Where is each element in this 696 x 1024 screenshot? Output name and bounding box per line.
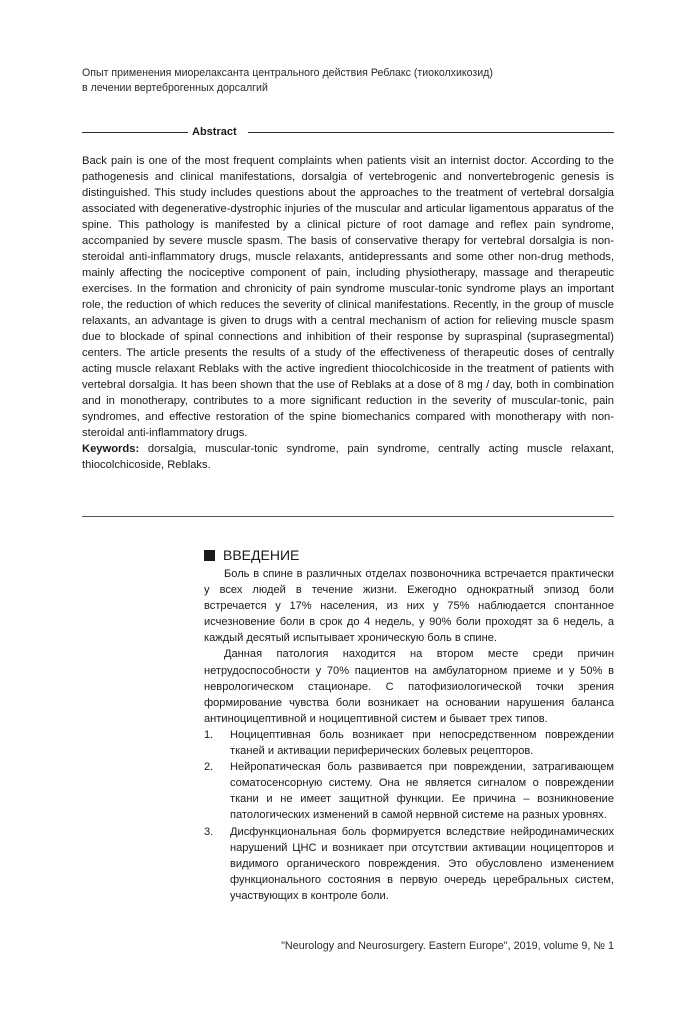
- list-item-text: Ноцицептивная боль возникает при непосредственном повреждении тканей и активации периферических болевых рецепторов.: [230, 728, 614, 758]
- keywords: [82, 441, 614, 473]
- square-bullet-icon: [204, 550, 215, 561]
- list-item: [204, 727, 614, 759]
- abstract-title: Abstract: [192, 126, 237, 138]
- section-heading: [204, 546, 299, 564]
- list-item-text: Нейропатическая боль развивается при повреждении, затрагивающем соматосенсорную систему. Она не является сигналом о повреждении ткани и не имеет защитной функции. Ее причина – возникновение патологических изменений в самой нервной системе на разных уровнях.: [230, 761, 614, 822]
- running-head-line-1: Опыт применения миорелаксанта центрального действия Реблакс (тиоколхикозид): [82, 67, 493, 79]
- list-item-number: 1.: [204, 728, 214, 741]
- list-item-text: Дисфункциональная боль формируется вследствие нейродинамических нарушений ЦНС и возникает при отсутствии активации ноцицепторов и видимого органического повреждения. Это обусловлено изменением функционального состояния в первую очередь церебральных систем, участвующих в контроле боли.: [230, 825, 614, 902]
- abstract-text: Back pain is one of the most frequent complaints when patients visit an internist doctor. According to the pathogenesis and clinical manifestations, dorsalgia of vertebrogenic and nonvertebrogenic genesis is distinguished. This study includes questions about the approaches to the treatment of vertebral dorsalgia associated with degenerative-dystrophic injuries of the muscular and articular ligamentous apparatus of the spine. This pathology is manifested by a clinical picture of root damage and reflex pain syndrome, accompanied by severe muscle spasm. The basis of conservative therapy for vertebral dorsalgia is non-steroidal anti-inflammatory drugs, muscle relaxants, antidepressants and some other non-drug methods, mainly affecting the nociceptive component of pain, including physiotherapy, massage and therapeutic exercises. In the formation and chronicity of pain syndrome muscular-tonic syndrome plays an important role, the reduction of which reduces the severity of clinical manifestations. Recently, in the group of muscle relaxants, an advantage is given to drugs with a central mechanism of action for relieving muscle spasm due to blockade of spinal connections and inhibition of their response by supraspinal (suprasegmental) centers. The article presents the results of a study of the effectiveness of therapeutic doses of centrally acting muscle relaxant Reblaks with the active ingredient thiocolchicoside in the treatment of patients with vertebral dorsalgia. It has been shown that the use of Reblaks at a dose of 8 mg / day, both in combination and in monotherapy, contributes to a more significant reduction in the severity of muscular-tonic, pain syndromes, and effective restoration of the spine biomechanics compared with monotherapy with non-steroidal anti-inflammatory drugs.: [82, 155, 614, 439]
- intro-body: [204, 566, 614, 904]
- keywords-label: Keywords:: [82, 443, 140, 455]
- section-title: ВВЕДЕНИЕ: [223, 547, 300, 563]
- running-head: [82, 66, 622, 96]
- list-item-number: 3.: [204, 825, 214, 838]
- abstract-rule-right: [248, 132, 614, 133]
- intro-paragraph-1: Боль в спине в различных отделах позвоночника встречается практически у всех людей в течение жизни. Ежегодно однократный эпизод боли встречается у 17% населения, из них у 75% наблюдается спонтанное исчезновение боли в срок до 4 недель, у 90% боли проходят за 6 недель, а каждый десятый испытывает хроническую боль в спине.: [204, 568, 614, 645]
- intro-paragraph-2: Данная патология находится на втором месте среди причин нетрудоспособности у 70% пациентов на амбулаторном приеме и у 50% в неврологическом стационаре. С патофизиологической точки зрения формирование чувства боли возникает на основании нарушения баланса антиноцицептивной и ноцицептивной систем и бывает трех типов.: [204, 648, 614, 725]
- journal-footer: "Neurology and Neurosurgery. Eastern Europe", 2019, volume 9, № 1: [281, 940, 614, 952]
- list-item: [204, 759, 614, 823]
- abstract-body: [82, 153, 614, 473]
- abstract-heading: [82, 124, 614, 142]
- keywords-text: dorsalgia, muscular-tonic syndrome, pain syndrome, centrally acting muscle relaxant, thiocolchicoside, Reblaks.: [82, 443, 614, 471]
- section-divider: [82, 516, 614, 517]
- pain-types-list: [204, 727, 614, 904]
- list-item-number: 2.: [204, 761, 214, 774]
- running-head-line-2: в лечении вертеброгенных дорсалгий: [82, 82, 268, 94]
- list-item: [204, 824, 614, 904]
- abstract-rule-left: [82, 132, 188, 133]
